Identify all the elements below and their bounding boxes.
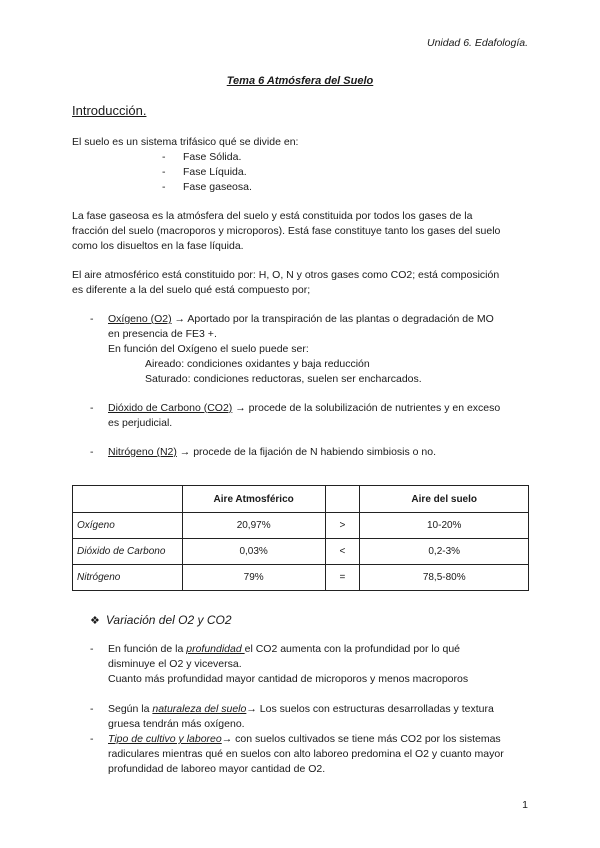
- table-header-row: [73, 486, 529, 513]
- table-cell: Dióxido de Carbono: [73, 539, 183, 565]
- table-row: [73, 565, 529, 591]
- variation-nature: Según la naturaleza del suelo→ Los suelos con estructuras desarrolladas y textura: [108, 703, 494, 715]
- variation-line: profundidad de laboreo mayor cantidad de O2.: [108, 763, 326, 775]
- phase-item: - Fase Sólida.: [162, 151, 242, 163]
- intro-heading: Introducción.: [72, 103, 147, 118]
- oxygen-line: En función del Oxígeno el suelo puede ser:: [108, 343, 309, 355]
- table-cell: 79%: [182, 565, 325, 591]
- table-cell: Nitrógeno: [73, 565, 183, 591]
- paragraph-line: La fase gaseosa es la atmósfera del suelo y está constituida por todos los gases de la: [72, 210, 473, 222]
- table-cell: 0,03%: [182, 539, 325, 565]
- table-cell: 20,97%: [182, 513, 325, 539]
- oxygen-saturado: Saturado: condiciones reductoras, suelen ser encharcados.: [145, 373, 422, 385]
- variation-depth: En función de la profundidad el CO2 aumenta con la profundidad por lo qué: [108, 643, 461, 655]
- table-row: [73, 539, 529, 565]
- paragraph-line: El aire atmosférico está constituido por: H, O, N y otros gases como CO2; está composición: [72, 269, 500, 281]
- unit-header: Unidad 6. Edafología.: [427, 37, 528, 49]
- table-cell: =: [325, 565, 360, 591]
- comparison-table: [72, 485, 529, 591]
- phase-item: - Fase Líquida.: [162, 166, 247, 178]
- bullet-dash: -: [90, 402, 94, 414]
- paragraph-line: fracción del suelo (macroporos y microporos). Está fase constituye tanto los gases del suelo: [72, 225, 501, 237]
- bullet-dash: -: [90, 446, 94, 458]
- oxygen-item: Oxígeno (O2) → Aportado por la transpiración de las plantas o degradación de MO: [108, 313, 494, 325]
- table-cell: >: [325, 513, 360, 539]
- oxygen-line: en presencia de FE3 +.: [108, 328, 217, 340]
- table-header: Aire Atmosférico: [182, 486, 325, 513]
- co2-item: Dióxido de Carbono (CO2) → procede de la solubilización de nutrientes y en exceso: [108, 402, 501, 414]
- diamond-bullet-icon: ❖: [90, 615, 100, 627]
- table-row: [73, 513, 529, 539]
- paragraph-line: como los disueltos en la fase líquida.: [72, 240, 244, 252]
- variation-line: radiculares mientras qué en suelos con alto laboreo predomina el O2 y cuanto mayor: [108, 748, 504, 760]
- variation-heading: ❖ Variación del O2 y CO2: [90, 613, 232, 627]
- variation-line: Cuanto más profundidad mayor cantidad de microporos y menos macroporos: [108, 673, 469, 685]
- phase-item: - Fase gaseosa.: [162, 181, 252, 193]
- n2-item: Nitrógeno (N2) → procede de la fijación de N habiendo simbiosis o no.: [108, 446, 437, 458]
- table-cell: 10-20%: [360, 513, 529, 539]
- table-cell: 0,2-3%: [360, 539, 529, 565]
- bullet-dash: -: [90, 703, 94, 715]
- bullet-dash: -: [90, 643, 94, 655]
- table-cell: Oxígeno: [73, 513, 183, 539]
- oxygen-aireado: Aireado: condiciones oxidantes y baja reducción: [145, 358, 370, 370]
- variation-line: disminuye el O2 y viceversa.: [108, 658, 242, 670]
- bullet-dash: -: [90, 733, 94, 745]
- co2-line: es perjudicial.: [108, 417, 173, 429]
- table-header: [325, 486, 360, 513]
- intro-text: El suelo es un sistema trifásico qué se divide en:: [72, 136, 299, 148]
- page-title: Tema 6 Atmósfera del Suelo: [226, 75, 374, 87]
- table-header: [73, 486, 183, 513]
- table-cell: 78,5-80%: [360, 565, 529, 591]
- bullet-dash: -: [90, 313, 94, 325]
- page-number: 1: [522, 799, 528, 811]
- variation-crop: Tipo de cultivo y laboreo→ con suelos cultivados se tiene más CO2 por los sistemas: [108, 733, 501, 745]
- table-header: Aire del suelo: [360, 486, 529, 513]
- paragraph-line: es diferente a la del suelo qué está compuesto por;: [72, 284, 311, 296]
- variation-line: gruesa tendrán más oxígeno.: [108, 718, 245, 730]
- table-cell: <: [325, 539, 360, 565]
